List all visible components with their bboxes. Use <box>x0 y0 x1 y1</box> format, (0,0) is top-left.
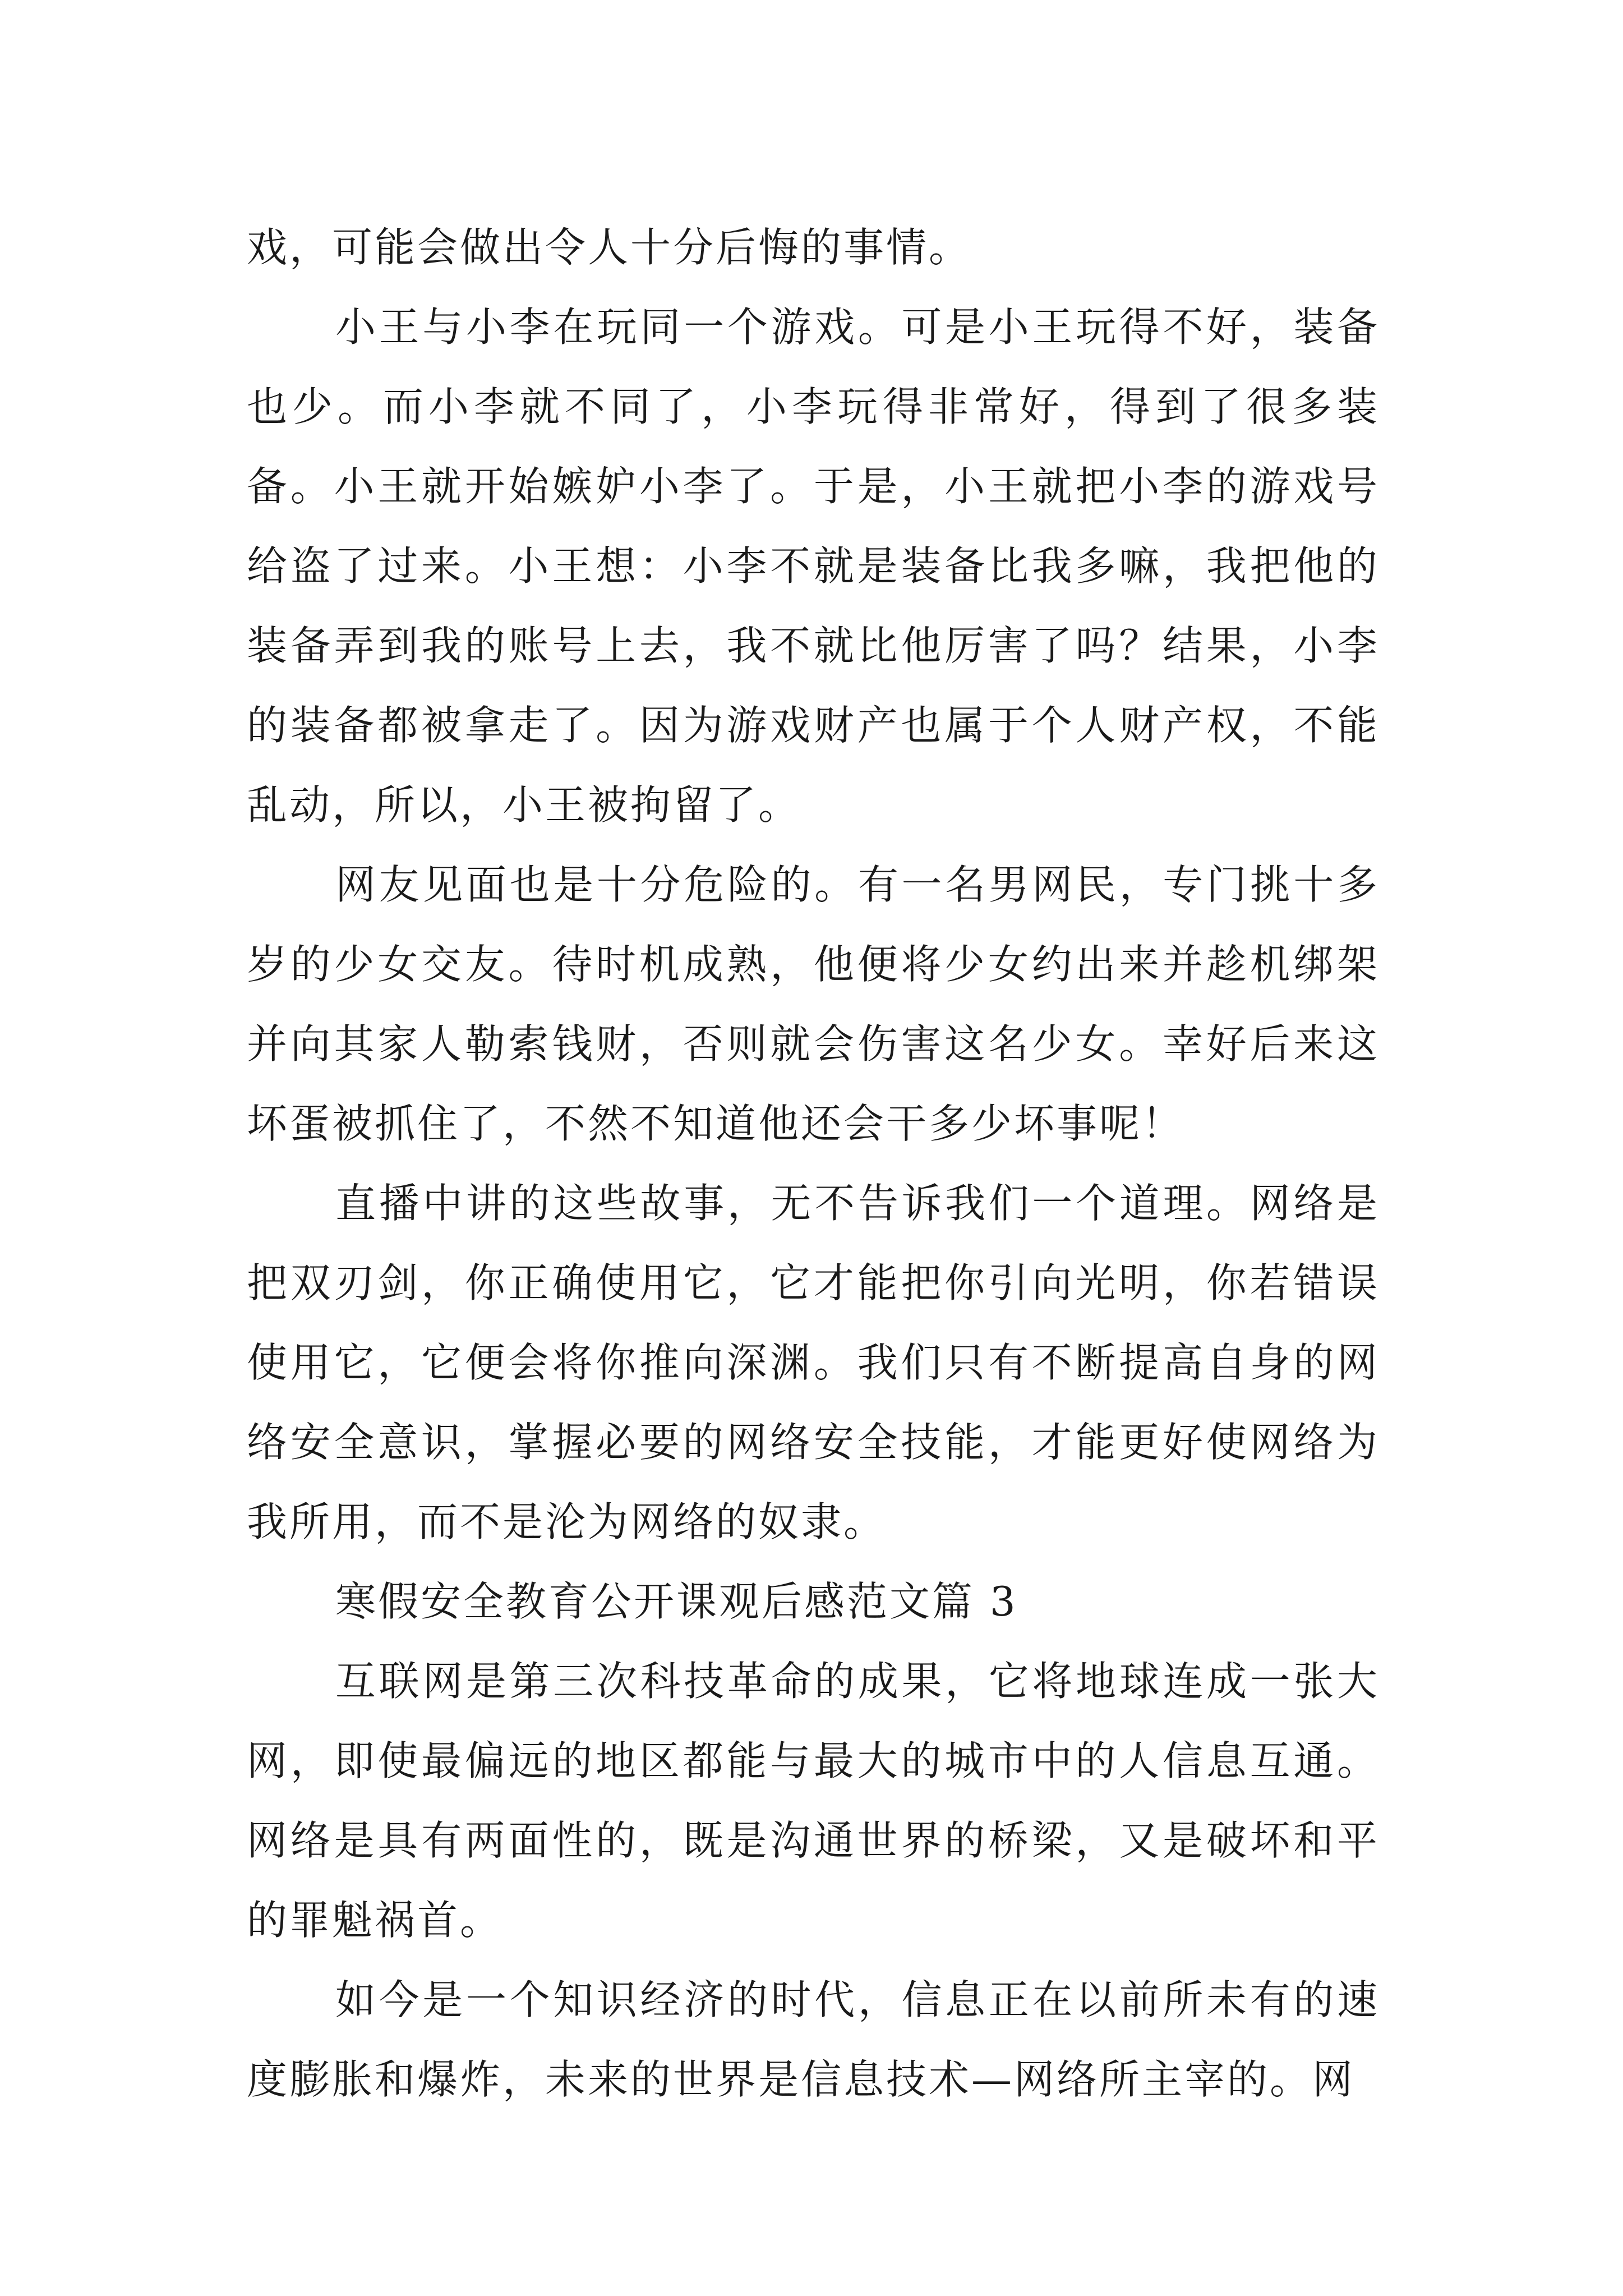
section-heading: 寒假安全教育公开课观后感范文篇 3 <box>335 1578 1018 1625</box>
document-body <box>247 208 1380 2119</box>
paragraph-conclusion: 直播中讲的这些故事，无不告诉我们一个道理。网络是把双刃剑，你正确使用它，它才能把你引向光明，你若错误使用它，它便会将你推向深渊。我们只有不断提高自身的网络安全意识，掌握必要的网络安全技能，才能更好使网络为我所用，而不是沦为网络的奴隶。 <box>247 1180 1380 1545</box>
paragraph-knowledge-economy: 如今是一个知识经济的时代，信息正在以前所未有的速度膨胀和爆炸，未来的世界是信息技术—网络所主宰的。网 <box>247 1976 1380 2103</box>
paragraph-continuation: 戏，可能会做出令人十分后悔的事情。 <box>247 224 972 271</box>
paragraph-netfriend-story: 网友见面也是十分危险的。有一名男网民，专门挑十多岁的少女交友。待时机成熟，他便将少女约出来并趁机绑架并向其家人勒索钱财，否则就会伤害这名少女。幸好后来这坏蛋被抓住了，不然不知道他还会干多少坏事呢！ <box>247 861 1380 1147</box>
paragraph-game-story: 小王与小李在玩同一个游戏。可是小王玩得不好，装备也少。而小李就不同了，小李玩得非常好，得到了很多装备。小王就开始嫉妒小李了。于是，小王就把小李的游戏号给盗了过来。小王想：小李不就是装备比我多嘛，我把他的装备弄到我的账号上去，我不就比他厉害了吗？结果，小李的装备都被拿走了。因为游戏财产也属于个人财产权，不能乱动，所以，小王被拘留了。 <box>247 303 1380 829</box>
paragraph-internet-intro: 互联网是第三次科技革命的成果，它将地球连成一张大网，即使最偏远的地区都能与最大的城市中的人信息互通。网络是具有两面性的，既是沟通世界的桥梁，又是破坏和平的罪魁祸首。 <box>247 1658 1380 1944</box>
